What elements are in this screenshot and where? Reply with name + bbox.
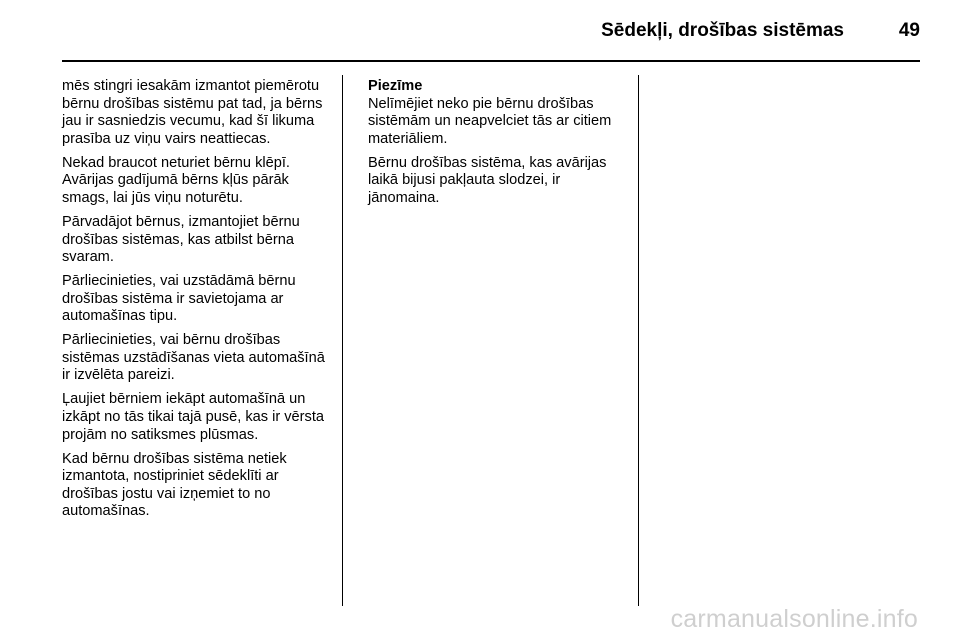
note-title: Piezīme [368, 78, 423, 94]
header-divider [62, 60, 920, 62]
note-block [368, 78, 632, 148]
section-title: Sēdekļi, drošības sistēmas [601, 20, 844, 41]
watermark: carmanualsonline.info [670, 605, 918, 633]
middle-column [368, 78, 632, 214]
paragraph: Kad bērnu drošības sistēma netiek izmantota, nostipriniet sēdeklīti ar drošības jostu vai izņemiet to no automašīnas. [62, 450, 287, 520]
paragraph: Pārvadājot bērnus, izmantojiet bērnu drošības sistēmas, kas atbilst bērna svaram. [62, 213, 300, 266]
paragraph: Ļaujiet bērniem iekāpt automašīnā un izkāpt no tās tikai tajā pusē, kas ir vērsta projām no satiksmes plūsmas. [62, 391, 324, 443]
paragraph: Pārliecinieties, vai bērnu drošības sistēmas uzstādīšanas vieta automašīnā ir izvēlēta pareizi. [62, 332, 325, 384]
paragraph: Nekad braucot neturiet bērnu klēpī. Avārijas gadījumā bērns kļūs pārāk smags, lai jūs viņu noturētu. [62, 154, 290, 206]
column-divider [342, 75, 343, 606]
column-divider [638, 75, 639, 606]
page-number: 49 [898, 20, 920, 41]
paragraph: Bērnu drošības sistēma, kas avārijas laikā bijusi pakļauta slodzei, ir jānomaina. [368, 154, 607, 206]
paragraph: mēs stingri iesakām izmantot piemērotu bērnu drošības sistēmu pat tad, ja bērns jau ir sasniedzis vecumu, kad šī likuma prasība uz viņu vairs neattiecas. [62, 78, 323, 147]
paragraph: Pārliecinieties, vai uzstādāmā bērnu drošības sistēma ir savietojama ar automašīnas tipu. [62, 273, 296, 325]
note-text: Nelīmējiet neko pie bērnu drošības sistēmām un neapvelciet tās ar citiem materiāliem. [368, 95, 612, 147]
page-header [62, 12, 920, 52]
left-column [62, 78, 330, 527]
